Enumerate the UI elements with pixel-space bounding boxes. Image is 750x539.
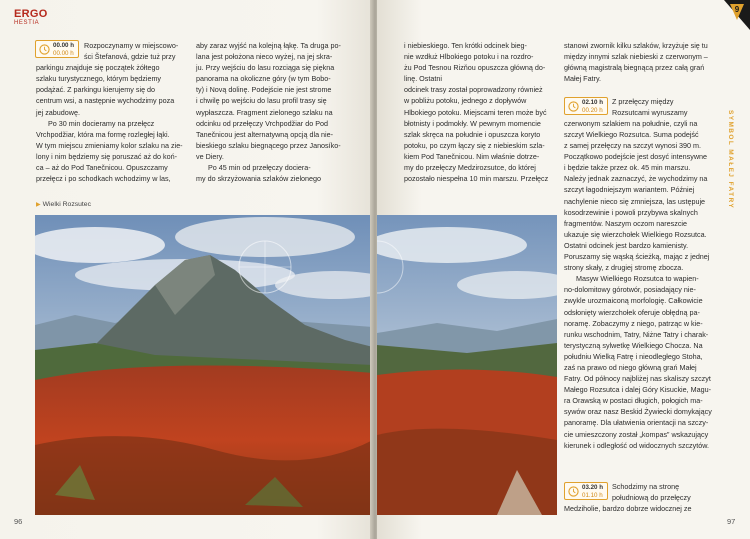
- text-line: kierunek i odległość od widocznych szczytów.: [564, 440, 710, 450]
- text-line: Rozsutcami wyruszamy: [612, 108, 688, 118]
- text-line: szlaku turystycznego, którym będziemy: [36, 74, 162, 84]
- text-line: w pobliżu potoku, jednego z dopływów: [404, 96, 527, 106]
- text-line: i chwilę po wejściu do lasu profil trasy się: [196, 96, 327, 106]
- text-line: Po 45 min od przełęczy dociera-: [208, 163, 311, 173]
- text-line: Hlbokiego potoku. Miejscami teren może być: [404, 107, 547, 117]
- text-line: kosodrzewinie i powoli przybywa skalnych: [564, 207, 698, 217]
- text-line: parkingu znajduje się początek żółtego: [36, 63, 160, 73]
- text-line: szczyt łagodniejszym wariantem. Później: [564, 185, 695, 195]
- text-line: strony skały, z drugiej stromę zbocza.: [564, 263, 684, 273]
- text-line: wypłaszcza. Fragment zielonego szlaku na: [196, 107, 333, 117]
- text-line: fragmentów. Naszym oczom nareszcie: [564, 218, 688, 228]
- text-line: Masyw Wielkiego Rozsutca to wapien-: [576, 274, 699, 284]
- chapter-side-title: SYMBOL MAŁEJ FATRY: [727, 110, 734, 210]
- text-line: między innymi szlak niebieski z czerwonym –: [564, 52, 708, 62]
- text-line: odsłonięty wierzchołek oferuje obłędną pa-: [564, 307, 700, 317]
- text-line: noramę. Zobaczymy z niego, patrząc w kie-: [564, 318, 703, 328]
- text-line: potoku, po czym łączy się z niebieskim szla-: [404, 140, 545, 150]
- text-line: pozostało niespełna 10 min marszu. Przełęcz: [404, 174, 549, 184]
- text-line: Małego Rozsutca i dalej Góry Kisuckie, Magu-: [564, 385, 712, 395]
- text-line: lony i nim będziemy się poruszać aż do koń-: [36, 151, 178, 161]
- text-line: zwykle urozmaiconą morfologię. Całkowicie: [564, 296, 703, 306]
- text-line: Z przełęczy między: [612, 97, 674, 106]
- text-line: zaś na prawo od niego główną grań Małej: [564, 362, 697, 372]
- text-line: cie umieszczony został „kompas” wskazujący: [564, 429, 709, 439]
- text-line: ve Diery.: [196, 151, 224, 161]
- publisher-logo: ERGO HESTIA: [14, 8, 48, 26]
- text-line: odcinku od przełęczy Vrchpodžiar do Pod: [196, 118, 328, 128]
- photo-caption: ▶ Wielki Rozsutec: [36, 201, 91, 208]
- text-line: Schodzimy na stronę: [612, 482, 680, 491]
- right-page: [377, 0, 750, 539]
- text-line: sywów oraz nasz Beskid Żywiecki domykający: [564, 407, 712, 417]
- text-line: Rozpoczynamy w miejscowo-: [84, 41, 179, 50]
- text-line: Początkowo podejście jest dosyć intensywne: [564, 152, 708, 162]
- text-line: przełęcz i po schodkach wchodzimy w las,: [36, 174, 171, 184]
- left-column-2: [196, 40, 341, 184]
- route-number-tab: [724, 0, 750, 30]
- text-line: Ostatni odcinek jest bardzo kamienisty.: [564, 240, 689, 250]
- route-number: 9: [734, 5, 740, 14]
- text-line: lana jest położona nieco wyżej, na jej skra-: [196, 52, 333, 62]
- text-line: bieskiego szlaku biegnącego przez Janosíko-: [196, 140, 341, 150]
- text-line: Małej Fatry.: [564, 74, 602, 84]
- text-line: ści Štefanová, gdzie tuż przy: [84, 52, 176, 62]
- text-line: żu Pod Tesnou Rizňou opuszcza główną do-: [404, 63, 546, 73]
- text-line: panorama na okoliczne góry (w tym Bobo-: [196, 74, 331, 84]
- page-number-right: 97: [727, 517, 736, 526]
- right-column-2-top: [564, 40, 708, 84]
- time-box-start: 00.00 h 00.00 h: [35, 40, 79, 58]
- text-line: nie wzdłuż Hlbokiego potoku i na rozdro-: [404, 52, 534, 62]
- text-line: Poruszamy się wąską ścieżką, mając z jednej: [564, 252, 710, 262]
- text-line: Po 30 min docieramy na przełęcz: [48, 118, 155, 128]
- text-line: i będzie także przez ok. 45 min marszu.: [564, 163, 691, 173]
- left-column-1: [36, 40, 183, 184]
- text-line: Tanečnicou jest alternatywną opcją dla nie-: [196, 129, 334, 139]
- text-line: podążać. Z parkingu kierujemy się do: [36, 85, 156, 95]
- text-line: ukazuje się wierzchołek Wielkiego Rozsutca.: [564, 229, 707, 239]
- text-line: ty) i Novą dolinę. Podejście nie jest strome: [196, 85, 332, 95]
- text-line: centrum wsi, a następnie wychodzimy poza: [36, 96, 175, 106]
- text-line: my do przełęczy Medzirozsutce, do której: [404, 163, 536, 173]
- text-line: no-dolomitowy górotwór, posiadający nie-: [564, 285, 696, 295]
- left-page: [0, 0, 373, 539]
- text-line: runku wschodnim, Tatry, Niżne Tatry i charak-: [564, 329, 709, 339]
- text-line: nachylenie nieco się zmniejsza, las ustępuje: [564, 196, 706, 206]
- text-line: południową do przełęczy: [612, 493, 691, 503]
- mountain-photo-left: [35, 215, 373, 515]
- text-line: my do skrzyżowania szlaków zielonego: [196, 174, 322, 184]
- right-column-1: [404, 40, 548, 184]
- mountain-photo-right: [377, 215, 557, 515]
- text-line: stanowi zwornik kilku szlaków, krzyżuje się tu: [564, 41, 708, 50]
- text-line: W tym miejscu zmieniamy kolor szlaku na zie-: [36, 140, 183, 150]
- text-line: Fatry. Od północy najbliżej nas skaliszy szczyt: [564, 374, 711, 384]
- text-line: linę. Ostatni: [404, 74, 442, 84]
- page-number-left: 96: [14, 517, 23, 526]
- text-line: Medziholie, bardzo dobrze widocznej ze: [564, 504, 692, 514]
- text-line: jej zabudowę.: [36, 107, 80, 117]
- text-line: odcinek trasy został poprowadzony również: [404, 85, 543, 95]
- text-line: południu Wielką Fatrę i nieodległego Stoha,: [564, 351, 703, 361]
- text-line: ju. Przy wejściu do lasu rozciąga się piękna: [196, 63, 335, 73]
- text-line: terystyczną sylwetkę Wielkiego Chocza. Na: [564, 340, 703, 350]
- text-line: Należy jednak zaznaczyć, że wychodzimy na: [564, 174, 708, 184]
- text-line: ca – aż do Pod Tanečnicou. Opuszczamy: [36, 163, 168, 173]
- text-line: i niebieskiego. Ten krótki odcinek bieg-: [404, 41, 527, 50]
- time-box-pass: 02.10 h 00.20 h: [564, 97, 608, 115]
- time-box-descent: 03.20 h 01.10 h: [564, 482, 608, 500]
- text-line: główną magistralą biegnącą przez całą grań: [564, 63, 705, 73]
- text-line: czerwonym szlakiem na południe, czyli na: [564, 119, 698, 129]
- text-line: kiem Pod Tanečnicou. Nim właśnie dotrze-: [404, 151, 540, 161]
- clock-icon: [568, 101, 579, 112]
- text-line: szlak skręca na południe i opuszcza koryto: [404, 129, 541, 139]
- text-line: panoramę. Dla ułatwienia orientacji na szczy-: [564, 418, 709, 428]
- text-line: szczyt Wielkiego Rozsutca. Suma podejść: [564, 130, 699, 139]
- text-line: błotnisty i podmokły. W pewnym momencie: [404, 118, 541, 128]
- text-line: z samej przełęczy na szczyt wynosi 390 m.: [564, 141, 702, 151]
- clock-icon: [568, 486, 579, 497]
- right-column-2-main: [564, 129, 712, 451]
- text-line: aby zaraz wyjść na kolejną łąkę. Ta druga po-: [196, 41, 341, 50]
- text-line: ra Orawską w postaci długich, połogich ma-: [564, 396, 703, 406]
- text-line: Vrchpodžiar, która ma formę rozległej łąki.: [36, 129, 170, 139]
